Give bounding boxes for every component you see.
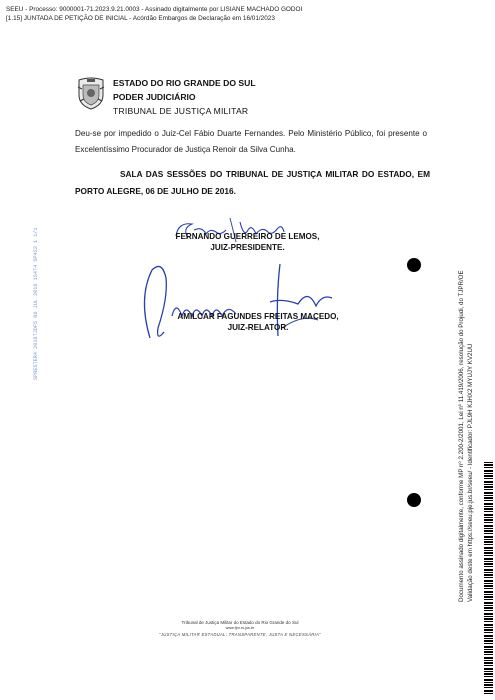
barcode-icon (484, 462, 493, 694)
footer-court-name: Tribunal de Justiça Militar do Estado do Rio Grande do Sul (181, 620, 299, 625)
punch-hole-icon (407, 493, 421, 507)
petition-header-line: [1.15] JUNTADA DE PETIÇÃO DE INICIAL - Acórdão Embargos de Declaração em 16/01/2023 (6, 15, 275, 22)
rapporteur-role: JUIZ-RELATOR. (227, 323, 289, 332)
validation-line-1: Documento assinado digitalmente, conforme MP nº 2.200-2/2001, Lei nº 11.419/2006, resolução do Projudi, do TJPR/OE (458, 270, 465, 602)
rapporteur-name: AMILCAR FAGUNDES FREITAS MACEDO, (177, 312, 339, 321)
letterhead-state: ESTADO DO RIO GRANDE DO SUL (113, 78, 256, 88)
president-name: FERNANDO GUERREIRO DE LEMOS, (175, 232, 320, 241)
footer-website: www.tjm.rs.jus.br (225, 626, 255, 630)
protocol-stamp: SPRESTER4 2016TJDF5 06 JUL 2016 1S4T4 SP4S2 1 1/1 (33, 227, 39, 380)
state-crest-icon (76, 77, 106, 111)
president-role: JUIZ-PRESIDENTE. (210, 243, 285, 252)
footer-tagline: "JUSTIÇA MILITAR ESTADUAL: TRANSPARENTE, JUSTA E NECESSÁRIA" (159, 632, 321, 637)
letterhead-power: PODER JUDICIÁRIO (113, 92, 196, 102)
session-paragraph: SALA DAS SESSÕES DO TRIBUNAL DE JUSTIÇA MILITAR DO ESTADO, EM PORTO ALEGRE, 06 DE JULHO DE 2016. (75, 169, 430, 196)
letterhead-court: TRIBUNAL DE JUSTIÇA MILITAR (113, 106, 249, 116)
validation-sidebar (458, 62, 482, 602)
validation-line-2: Validação deste em https://seeu.pje.jus.br/seeu/ - Identificador: PJL9H KJHX2 MYUJY KV2UU (467, 343, 474, 602)
process-header-line: SEEU - Processo: 9000001-71.2023.9.21.0003 - Assinado digitalmente por LISIANE MACHADO GODOI (6, 6, 303, 13)
impediment-paragraph: Deu-se por impedido o Juiz-Cel Fábio Duarte Fernandes. Pelo Ministério Público, foi presente o Excelentíssimo Procurador de Justiça Renoir da Silva Cunha. (75, 129, 427, 154)
punch-hole-icon (407, 258, 421, 272)
rapporteur-signature (132, 258, 362, 348)
